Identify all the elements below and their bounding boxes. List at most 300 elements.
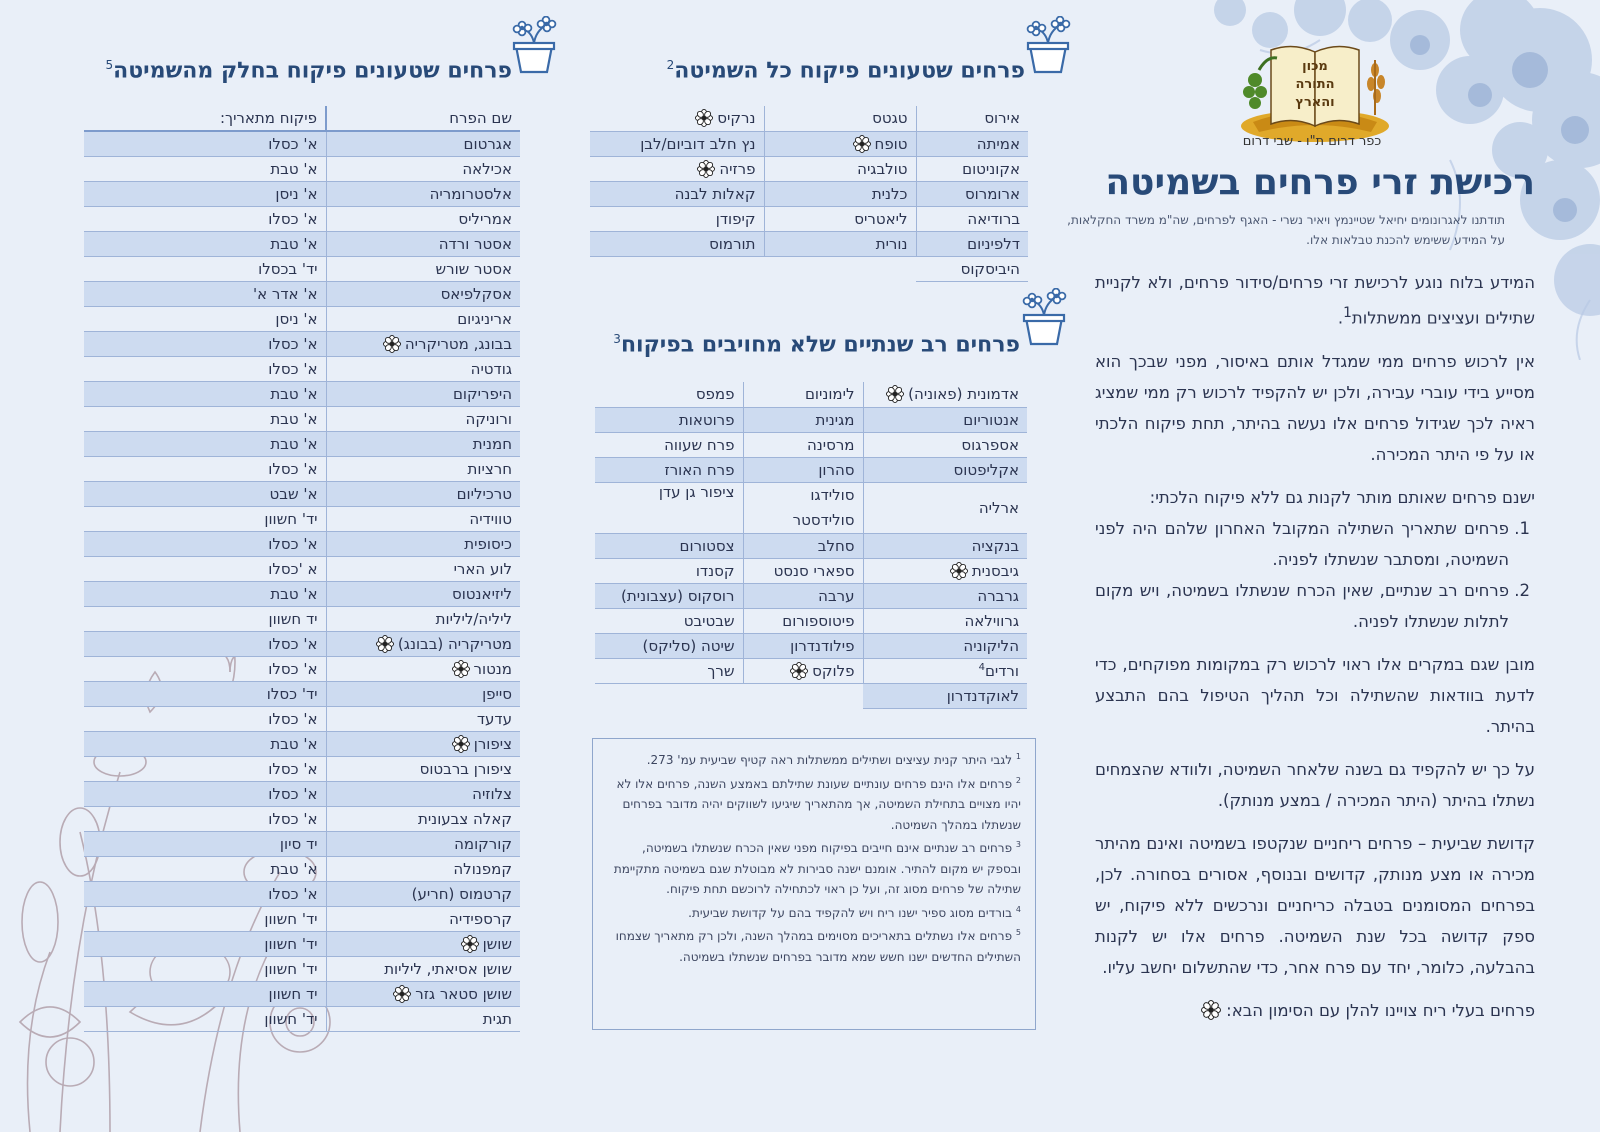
flower-name-cell — [326, 631, 520, 656]
supervision-date: א' כסלו — [84, 881, 326, 906]
flower-name: ברודיאה — [967, 209, 1020, 228]
table-row — [590, 106, 1028, 131]
section-title-full-supervision — [645, 58, 1025, 83]
table-row — [84, 281, 520, 306]
flower-name: פיטוספורום — [782, 611, 855, 630]
supervision-date: א' כסלו — [84, 756, 326, 781]
table-row — [590, 181, 1028, 206]
table-cell — [764, 106, 916, 131]
table-row — [590, 206, 1028, 231]
legend-text: פרחים בעלי ריח צויינו להלן עם הסימון הבא: — [1226, 1000, 1535, 1020]
table-row — [84, 581, 520, 606]
table-cell — [863, 382, 1027, 407]
flower-name-cell — [326, 356, 520, 381]
scent-flower-icon — [695, 109, 713, 127]
flower-name-cell — [326, 731, 520, 756]
intro-paragraph-2: אין לרכוש פרחים ממי שמגדל אותם באיסור, מפני שבכך הוא מסייע בידי עוברי עבירה, ולכן יש להקפיד לרכוש רק ממי שמציג ראיה לכך שגידול פרחים אלו נעשה בהיתר, תחת פיקוח הלכתי או על פי היתר המכירה. — [1095, 351, 1535, 464]
table-cell — [595, 407, 743, 432]
supervision-date: א' טבת — [84, 156, 326, 181]
flower-name-cell — [326, 756, 520, 781]
table-cell — [595, 683, 743, 708]
table-cell — [863, 482, 1027, 533]
footnote-ref-2: 2 — [666, 58, 675, 72]
supervision-date: א' כסלו — [84, 356, 326, 381]
table-full-supervision — [590, 106, 1028, 282]
supervision-date: א' כסלו — [84, 806, 326, 831]
table-row — [590, 131, 1028, 156]
table-cell — [764, 156, 916, 181]
table-row — [590, 256, 1028, 281]
flower-name: סולידגו — [810, 485, 855, 504]
table-cell — [863, 633, 1027, 658]
flower-name: טולבגיה — [857, 159, 908, 178]
table-row — [84, 856, 520, 881]
supervision-date: יד חשוון — [84, 606, 326, 631]
footnote-2: $^2$ פרחים אלו הינם פרחים עונתיים שעונת שתילתם באמצע השנה, פרחים אלו לא יהיו מצויים בתחילת השמיטה, אך מהתאריך שיגיעו לשווקים יהיה מדובר בפרחים שנשתלו במהלך השמיטה. — [616, 775, 1021, 832]
scent-flower-icon — [886, 385, 904, 403]
table-cell — [916, 231, 1028, 256]
table-row — [84, 956, 520, 981]
table-row — [595, 633, 1027, 658]
table-cell — [764, 206, 916, 231]
flower-name: קמפנולה — [453, 859, 512, 878]
flower-name: מנטור — [473, 659, 512, 678]
table-row — [84, 156, 520, 181]
flower-name: קסנדו — [695, 561, 735, 580]
table-row — [84, 306, 520, 331]
credit-line: תודתנו לאגרונומים יחיאל שטיינמץ ויאיר נשרי - האגף לפרחים, שה"מ משרד החקלאות, על המידע ששימש להכנת טבלאות אלו. — [1067, 213, 1505, 247]
table-cell — [595, 558, 743, 583]
intro-paragraph-3: ישנם פרחים שאותם מותר לקנות גם ללא פיקוח הלכתי: — [1149, 487, 1535, 507]
supervision-date: א' כסלו — [84, 206, 326, 231]
supervision-date: יד' כסלו — [84, 681, 326, 706]
table-row — [84, 506, 520, 531]
table-row — [595, 382, 1027, 407]
flower-name: מרסינה — [806, 435, 855, 454]
exempt-list-item-1: 1. פרחים שתאריך השתילה המקובל האחרון שלהם היה לפני השמיטה, ומסתבר שנשתלו לפניה. — [1095, 513, 1509, 575]
flower-name: ארומרוס — [964, 184, 1020, 203]
supervision-date: א' כסלו — [84, 781, 326, 806]
flower-name-cell — [326, 906, 520, 931]
supervision-date: יד' חשוון — [84, 931, 326, 956]
section-title-perennials — [590, 332, 1020, 357]
flower-name-cell — [326, 781, 520, 806]
flower-name: בנקציה — [971, 536, 1019, 555]
scent-flower-icon — [461, 935, 479, 953]
table-cell — [595, 432, 743, 457]
flower-name-cell — [326, 281, 520, 306]
flower-name: גיבסנית — [971, 561, 1019, 580]
footnote-1-text: לגבי היתר קנית עציצים ושתילים ממשתלות ראה קטיף שביעית עמ' 273. — [646, 753, 1013, 767]
flower-name: אריניגיום — [457, 309, 512, 328]
supervision-date: א' טבת — [84, 431, 326, 456]
flower-name: טגטס — [872, 109, 908, 128]
table-row — [84, 1006, 520, 1031]
supervision-date: א' אדר א' — [84, 281, 326, 306]
intro-paragraph-5: על כך יש להקפיד גם בשנה שלאחר השמיטה, ולוודא שהצמחים נשתלו בהיתר (היתר המכירה / במצע מנותק). — [1095, 759, 1535, 810]
footnote-ref-5: 5 — [105, 58, 114, 72]
flower-name: שושן אסיאתי, ליליות — [384, 959, 512, 978]
flower-name: אכילאה — [462, 159, 512, 178]
flower-name: ליזיאנטוס — [451, 584, 512, 603]
flower-name: קרטמוס (חריע) — [411, 884, 512, 903]
supervision-date: א' טבת — [84, 406, 326, 431]
flower-name: שיטה (סליקס) — [642, 636, 735, 655]
flower-name: דלפיניום — [967, 234, 1020, 253]
flower-name: הליקוניה — [963, 636, 1019, 655]
flower-name: אירוס — [984, 109, 1020, 128]
table-row — [595, 558, 1027, 583]
flower-name: לימוניום — [804, 385, 855, 404]
table-cell — [863, 457, 1027, 482]
flower-name: ציפורן — [473, 734, 512, 753]
flower-name: צלוזיה — [472, 784, 512, 803]
flower-name: פמפס — [695, 385, 735, 404]
scent-flower-icon — [393, 985, 411, 1003]
flower-name: תורמוס — [709, 234, 756, 253]
flower-name: אסטר ורדה — [438, 234, 512, 253]
flower-name: תגית — [482, 1009, 512, 1028]
table-cell — [916, 106, 1028, 131]
logo-caption: כפר דרום ת"ו - שבי דרום — [1242, 134, 1382, 149]
table-cell — [743, 382, 863, 407]
exempt-list-item-2: 2. פרחים רב שנתיים, שאין הכרח שנשתלו בשמיטה, ויש מקום לתלות שנשתלו לפניה. — [1095, 575, 1509, 637]
flower-name: סייפן — [482, 684, 512, 703]
flower-name-cell — [326, 431, 520, 456]
table-row — [84, 431, 520, 456]
table-cell — [743, 683, 863, 708]
flower-name-cell — [326, 931, 520, 956]
flower-name: סהרון — [818, 460, 855, 479]
flower-name: לאוקדנדרון — [946, 686, 1019, 705]
table-row — [84, 356, 520, 381]
table-row — [84, 831, 520, 856]
supervision-date: א' טבת — [84, 856, 326, 881]
flower-name-cell — [326, 131, 520, 156]
flower-name: מטריקריה (בבונג) — [397, 634, 512, 653]
section-title-partial-text: פרחים שטעונים פיקוח בחלק מהשמיטה — [113, 58, 512, 84]
table-cell — [743, 407, 863, 432]
table-row — [84, 881, 520, 906]
exempt-list — [1095, 513, 1509, 637]
flower-name-cell — [326, 981, 520, 1006]
table-cell — [590, 206, 764, 231]
table-row — [84, 256, 520, 281]
flower-name: אלסטרומריה — [429, 184, 512, 203]
table-cell — [595, 482, 743, 533]
table-partial-supervision — [84, 106, 520, 1032]
flower-name: פרח שעווה — [664, 435, 735, 454]
supervision-date: א' כסלו — [84, 631, 326, 656]
flower-name: אגרטום — [463, 134, 512, 153]
table-row — [84, 906, 520, 931]
flower-name-cell — [326, 556, 520, 581]
flower-name: אקוניטום — [962, 159, 1020, 178]
flower-name-cell — [326, 956, 520, 981]
supervision-date: יד' בכסלו — [84, 256, 326, 281]
table-row — [84, 556, 520, 581]
table-row — [84, 731, 520, 756]
flower-name-cell — [326, 406, 520, 431]
table-row — [84, 656, 520, 681]
intro-paragraph-6: קדושת שביעית – פרחים ריחניים שנקטפו בשמיטה ואינם מהיתר מכירה או מצע מנותק, קדושים ובנוסף, אסורים בסחורה. לכן, בפרחים המסומנים בטבלה כריחניים ונרכשים ללא פיקוח, יש ספק קדושה בכל שנת השמיטה. פרחים אלו יש לקנות בהבלעה, כלומר, יחד עם פרח אחר, כדי שהתשלום יחשב עליו. — [1095, 833, 1535, 977]
table-cell — [595, 658, 743, 683]
flower-name: קרספידיה — [449, 909, 512, 928]
table-cell — [743, 482, 863, 533]
table-row — [84, 606, 520, 631]
intro-paragraph-1 — [1095, 267, 1535, 334]
flower-name: שושן סטאר גזר — [415, 984, 512, 1003]
flower-name: נורית — [875, 234, 908, 253]
flower-name: אסטר שורש — [435, 259, 512, 278]
scent-flower-icon — [790, 662, 808, 680]
footnote-3-text: פרחים רב שנתיים אינם חייבים בפיקוח מפני שאין הכרח שנשתלו בשמיטה, ובספק יש מקום להתיר. אומנם ישנה סבירות לא מבוטלת שגם בשמיטה מתקיימת שתילה של פרחים מסוג זה, ועל כן ראוי לכתחילה לרוכשם תחת פיקוח. — [613, 841, 1021, 896]
logo-text-1: מכון — [1302, 59, 1328, 74]
table-row — [84, 206, 520, 231]
intro-text — [1095, 267, 1535, 1038]
flower-name: בבונג, מטריקריה — [404, 334, 512, 353]
table-row — [595, 457, 1027, 482]
section-title-partial-supervision — [72, 58, 512, 83]
table-cell — [590, 131, 764, 156]
flower-name-cell — [326, 581, 520, 606]
table-cell — [743, 533, 863, 558]
table-cell — [916, 206, 1028, 231]
flower-name: אסקלפיאס — [440, 284, 512, 303]
intro-p1-text: המידע בלוח נוגע לרכישת זרי פרחים/סידור פרחים, ולא לקניית שתילים ועציצים ממשתלות — [1095, 273, 1535, 328]
scent-flower-icon — [452, 735, 470, 753]
supervision-date: א' כסלו — [84, 456, 326, 481]
flower-name: ליליה/ליליות — [435, 609, 512, 628]
table-row — [84, 806, 520, 831]
flower-name-cell — [326, 506, 520, 531]
flower-name: פילודנדרון — [790, 636, 855, 655]
flower-name: כיסופית — [464, 534, 512, 553]
flower-name: לוע הארי — [453, 559, 512, 578]
flower-name: סחלב — [817, 536, 855, 555]
flower-name: אמריליס — [458, 209, 512, 228]
supervision-date: א' ניסן — [84, 306, 326, 331]
scent-flower-icon — [950, 562, 968, 580]
table-row — [84, 706, 520, 731]
table-row — [84, 406, 520, 431]
flower-name-cell — [326, 481, 520, 506]
supervision-date: א' כסלו — [84, 656, 326, 681]
flower-name: נרקיס — [717, 109, 756, 128]
table-row — [595, 583, 1027, 608]
flower-name: ליאטריס — [854, 209, 908, 228]
table-cell — [916, 181, 1028, 206]
scent-flower-icon — [1201, 1000, 1221, 1020]
footnotes-box — [592, 738, 1036, 1030]
table-cell — [590, 181, 764, 206]
flower-name-cell — [326, 256, 520, 281]
table-cell — [863, 558, 1027, 583]
flower-pot-icon — [508, 16, 560, 74]
table-cell — [590, 231, 764, 256]
footnote-ref-3: 3 — [613, 332, 621, 346]
supervision-date: א' כסלו — [84, 706, 326, 731]
supervision-date: א' טבת — [84, 231, 326, 256]
table-cell — [764, 131, 916, 156]
flower-name-cell — [326, 456, 520, 481]
table-cell — [743, 658, 863, 683]
flower-name-cell — [326, 381, 520, 406]
flower-pot-icon — [1018, 288, 1070, 346]
flower-name: חרציות — [467, 459, 512, 478]
intro-paragraph-7 — [1095, 995, 1535, 1026]
table-row — [84, 756, 520, 781]
supervision-date: א' כסלו — [84, 531, 326, 556]
supervision-date: א' ניסן — [84, 181, 326, 206]
supervision-date: א' טבת — [84, 581, 326, 606]
flower-name: גודטיה — [470, 359, 512, 378]
scent-flower-icon — [383, 335, 401, 353]
flower-name: ציפורן ברבטוס — [419, 759, 512, 778]
table-cell — [595, 583, 743, 608]
footnote-ref-1: 1 — [1343, 305, 1352, 321]
footnote-4-text: בורדים מסוג ספיר ישנו ריח ויש להקפיד בהם על קדושת שביעית. — [688, 905, 1013, 920]
supervision-date: א' שבט — [84, 481, 326, 506]
flower-name-cell — [326, 206, 520, 231]
flower-name: סולידסטר — [792, 510, 855, 529]
table-row — [595, 658, 1027, 683]
table-row — [595, 407, 1027, 432]
footnote-1: $^1$ לגבי היתר קנית עציצים ושתילים ממשתלות ראה קטיף שביעית עמ' 273. — [646, 752, 1021, 767]
intro-paragraph-4: מובן שגם במקרים אלו ראוי לרכוש רק במקומות מפוקחים, כדי לדעת בוודאות שהשתילה וכל תהליך הטיפול בהם התבצע בהיתר. — [1095, 654, 1535, 736]
flower-name-cell — [326, 231, 520, 256]
table-row — [595, 683, 1027, 708]
flower-name: אמיתה — [976, 134, 1020, 153]
flower-name: שרך — [707, 661, 735, 680]
table-cell — [764, 256, 916, 281]
flower-name-cell — [326, 706, 520, 731]
footnote-5: $^5$ פרחים אלו נשתלים בתאריכים מסוימים במהלך השנה, ולכן רק מתאריך שצמחו השתילים החדשים ישנו חשש שמא מדובר בפרחים שנשתלו בשמיטה. — [615, 928, 1021, 964]
table-row — [590, 231, 1028, 256]
logo-text-3: והארץ — [1295, 95, 1335, 110]
table-cell — [863, 608, 1027, 633]
table-cell — [590, 156, 764, 181]
table-cell — [863, 407, 1027, 432]
table-perennials — [595, 382, 1027, 709]
table-row — [84, 631, 520, 656]
flower-name: ערבה — [818, 586, 855, 605]
flower-name: ורוניקה — [465, 409, 512, 428]
table-header-row — [84, 106, 520, 131]
column-header-flower-name: שם הפרח — [326, 106, 520, 131]
table-cell — [916, 131, 1028, 156]
flower-name-cell — [326, 331, 520, 356]
supervision-date: א' כסלו — [84, 131, 326, 156]
table-cell — [595, 382, 743, 407]
footnote-5-text: פרחים אלו נשתלים בתאריכים מסוימים במהלך השנה, ולכן רק מתאריך שצמחו השתילים החדשים ישנו חשש שמא מדובר בפרחים שנשתלו בשמיטה. — [615, 929, 1021, 964]
flower-name-cell — [326, 531, 520, 556]
flower-name-cell — [326, 656, 520, 681]
table-cell — [743, 457, 863, 482]
table-cell — [595, 633, 743, 658]
flower-name: היפריקום — [452, 384, 512, 403]
table-cell — [764, 181, 916, 206]
flower-name: טרכיליום — [456, 484, 512, 503]
table-row — [595, 608, 1027, 633]
flower-name: פרזיה — [719, 159, 756, 178]
table-row — [84, 381, 520, 406]
intro-p1-end: . — [1337, 308, 1344, 328]
section-title-perennials-text: פרחים רב שנתיים שלא מחויבים בפיקוח — [620, 332, 1020, 358]
flower-name: כלנית — [871, 184, 908, 203]
supervision-date: א' טבת — [84, 731, 326, 756]
flower-name-cell — [326, 831, 520, 856]
supervision-date: יד סיון — [84, 831, 326, 856]
table-cell — [764, 231, 916, 256]
table-cell — [595, 608, 743, 633]
table-cell — [743, 608, 863, 633]
column-header-supervision-date: פיקוח מתאריך: — [84, 106, 326, 131]
flower-name: נץ חלב דוביום/לבן — [640, 134, 756, 153]
table-row — [84, 931, 520, 956]
table-cell — [863, 533, 1027, 558]
flower-name-cell — [326, 1006, 520, 1031]
table-row — [84, 681, 520, 706]
flower-name: חמנית — [472, 434, 512, 453]
footnote-3: $^3$ פרחים רב שנתיים אינם חייבים בפיקוח מפני שאין הכרח שנשתלו בשמיטה, ובספק יש מקום להתיר. אומנם ישנה סבירות לא מבוטלת שגם בשמיטה מתקיימת שתילה של פרחים מסוג זה, ועל כן ראוי לכתחילה לרוכשם תחת פיקוח. — [613, 840, 1021, 896]
scent-flower-icon — [452, 660, 470, 678]
flower-name-cell — [326, 181, 520, 206]
table-row — [84, 331, 520, 356]
supervision-date: יד' חשוון — [84, 956, 326, 981]
supervision-date: א' כסלו — [84, 331, 326, 356]
flower-name: אנטוריום — [963, 410, 1019, 429]
flower-name: היביסקוס — [960, 259, 1020, 278]
flower-name: רוסקוס (עצבונית) — [621, 586, 735, 605]
flower-name: אקליפטוס — [953, 460, 1019, 479]
scent-flower-icon — [376, 635, 394, 653]
supervision-date: יד' חשוון — [84, 1006, 326, 1031]
flower-name: ורדים — [984, 661, 1019, 680]
flower-name: קיפודן — [715, 209, 756, 228]
table-cell — [863, 658, 1027, 683]
flower-name: קאלות לבנה — [674, 184, 756, 203]
supervision-date: א' טבת — [84, 381, 326, 406]
table-cell — [916, 156, 1028, 181]
flower-name: ארליה — [978, 498, 1019, 517]
flower-name-cell — [326, 306, 520, 331]
flower-name-cell — [326, 681, 520, 706]
flower-name: גרווילאה — [964, 611, 1019, 630]
page-title: רכישת זרי פרחים בשמיטה — [1105, 162, 1535, 203]
table-row — [84, 456, 520, 481]
table-row — [84, 481, 520, 506]
flower-name: שבטיבט — [683, 611, 735, 630]
table-row — [84, 131, 520, 156]
flower-pot-icon — [1022, 16, 1074, 74]
footnote-ref-4: 4 — [978, 661, 985, 673]
flower-name-cell — [326, 856, 520, 881]
flower-name: עדעד — [476, 709, 512, 728]
flower-name: אספרגוס — [961, 435, 1019, 454]
supervision-date: יד' חשוון — [84, 906, 326, 931]
logo-text-2: התורה — [1295, 77, 1335, 92]
table-row — [84, 181, 520, 206]
table-row — [84, 531, 520, 556]
flower-name: טווידיה — [469, 509, 512, 528]
flower-name: שושן — [482, 934, 512, 953]
flower-name-cell — [326, 881, 520, 906]
flower-name: מגינית — [815, 410, 855, 429]
flower-name: קורקומה — [454, 834, 512, 853]
table-cell — [743, 583, 863, 608]
section-title-full-text: פרחים שטעונים פיקוח כל השמיטה — [674, 58, 1025, 84]
